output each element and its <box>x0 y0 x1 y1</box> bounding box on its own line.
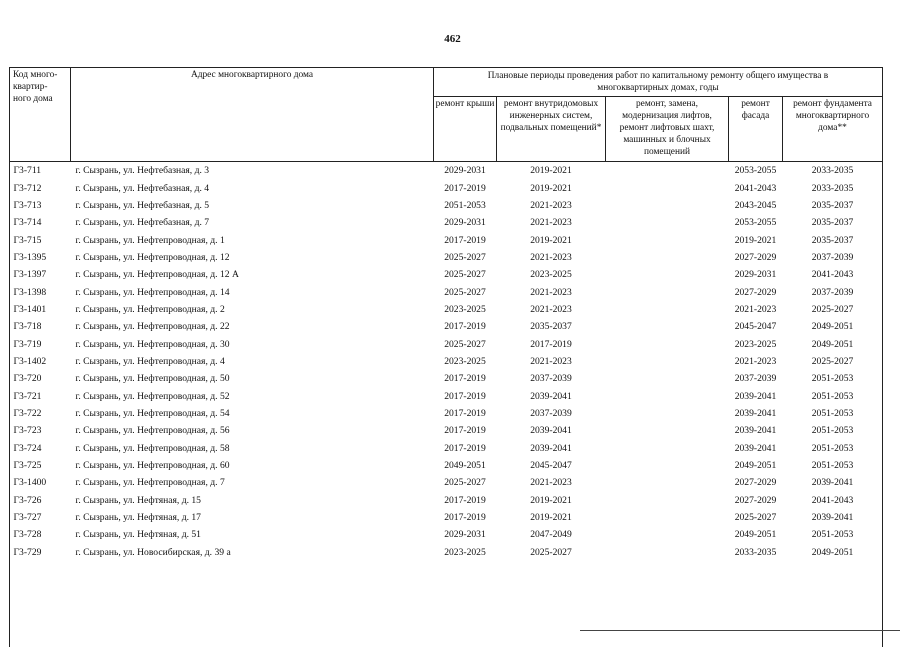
cell-lifts <box>606 387 729 404</box>
cell-roof: 2029-2031 <box>444 529 486 541</box>
cell-code: Г3-712 <box>13 182 42 194</box>
cell-foundation: 2039-2041 <box>811 512 854 524</box>
cell-lifts <box>606 457 729 474</box>
cell-roof: 2029-2031 <box>444 165 486 177</box>
cell-facade: 2021-2023 <box>734 355 777 367</box>
cell-lifts <box>606 214 729 231</box>
cell-code: Г3-711 <box>13 165 42 177</box>
cell-internal: 2039-2041 <box>530 442 572 454</box>
cell-lifts <box>606 492 729 509</box>
table-row <box>10 301 883 318</box>
cell-facade: 2053-2055 <box>734 217 777 229</box>
cell-lifts <box>606 405 729 422</box>
cell-internal: 2035-2037 <box>530 321 572 333</box>
cell-code: Г3-719 <box>13 338 42 350</box>
cell-facade: 2029-2031 <box>734 269 777 281</box>
cell-lifts <box>606 197 729 214</box>
cell-internal: 2019-2021 <box>530 512 572 524</box>
cell-internal: 2021-2023 <box>530 251 572 263</box>
header-periods: Плановые периоды проведения работ по капитальному ремонту общего имущества в многоквартирных домах, годы <box>434 68 883 97</box>
cell-lifts <box>606 526 729 543</box>
table-row <box>10 422 883 439</box>
table-row <box>10 387 883 404</box>
cell-facade: 2053-2055 <box>734 165 777 177</box>
cell-foundation: 2025-2027 <box>811 355 854 367</box>
cell-lifts <box>606 162 729 180</box>
cell-code: Г3-725 <box>13 460 42 472</box>
cell-roof: 2017-2019 <box>444 390 486 402</box>
cell-internal: 2039-2041 <box>530 390 572 402</box>
cell-facade: 2043-2045 <box>734 199 777 211</box>
table-row <box>10 283 883 300</box>
cell-code: Г3-721 <box>13 390 42 402</box>
table-row <box>10 544 883 561</box>
cell-address: г. Сызрань, ул. Нефтепроводная, д. 7 <box>75 477 225 489</box>
cell-facade: 2033-2035 <box>734 546 777 558</box>
cell-roof: 2051-2053 <box>444 199 486 211</box>
cell-roof: 2017-2019 <box>444 494 486 506</box>
cell-roof: 2023-2025 <box>444 546 486 558</box>
cell-code: Г3-720 <box>13 373 42 385</box>
table-row <box>10 266 883 283</box>
cell-lifts <box>606 283 729 300</box>
cell-lifts <box>606 231 729 248</box>
cell-address: г. Сызрань, ул. Нефтебазная, д. 5 <box>75 199 210 211</box>
cell-roof: 2025-2027 <box>444 286 486 298</box>
cell-foundation: 2033-2035 <box>811 182 854 194</box>
cell-internal: 2023-2025 <box>530 269 572 281</box>
cell-foundation: 2051-2053 <box>811 442 854 454</box>
cell-code: Г3-1401 <box>13 303 47 315</box>
cell-roof: 2017-2019 <box>444 512 486 524</box>
cell-lifts <box>606 335 729 352</box>
cell-foundation: 2051-2053 <box>811 407 854 419</box>
cell-facade: 2039-2041 <box>734 442 777 454</box>
cell-address: г. Сызрань, ул. Нефтепроводная, д. 12 <box>75 251 230 263</box>
cell-internal: 2021-2023 <box>530 217 572 229</box>
cell-lifts <box>606 370 729 387</box>
cell-foundation: 2051-2053 <box>811 390 854 402</box>
cell-lifts <box>606 544 729 561</box>
cell-roof: 2025-2027 <box>444 269 486 281</box>
cell-internal: 2019-2021 <box>530 494 572 506</box>
cell-address: г. Сызрань, ул. Нефтепроводная, д. 22 <box>75 321 230 333</box>
cell-foundation: 2051-2053 <box>811 373 854 385</box>
cell-address: г. Сызрань, ул. Нефтепроводная, д. 52 <box>75 390 230 402</box>
cell-internal: 2047-2049 <box>530 529 572 541</box>
cell-foundation: 2037-2039 <box>811 251 854 263</box>
cell-roof: 2017-2019 <box>444 234 486 246</box>
cell-internal: 2019-2021 <box>530 234 572 246</box>
cell-roof: 2017-2019 <box>444 373 486 385</box>
cell-foundation: 2035-2037 <box>811 234 854 246</box>
cell-internal: 2017-2019 <box>530 338 572 350</box>
header-roof: ремонт крыши <box>434 97 497 162</box>
table-row <box>10 197 883 214</box>
cell-code: Г3-1397 <box>13 269 47 281</box>
capital-repair-table <box>9 67 883 561</box>
cell-foundation: 2033-2035 <box>811 165 854 177</box>
cell-roof: 2025-2027 <box>444 338 486 350</box>
cell-lifts <box>606 509 729 526</box>
header-address: Адрес многоквартирного дома <box>71 68 434 162</box>
cell-foundation: 2049-2051 <box>811 546 854 558</box>
cell-foundation: 2035-2037 <box>811 199 854 211</box>
cell-facade: 2027-2029 <box>734 477 777 489</box>
cell-code: Г3-1402 <box>13 355 47 367</box>
cell-facade: 2049-2051 <box>734 529 777 541</box>
cell-lifts <box>606 249 729 266</box>
cell-facade: 2027-2029 <box>734 286 777 298</box>
cell-address: г. Сызрань, ул. Нефтебазная, д. 4 <box>75 182 210 194</box>
cell-internal: 2021-2023 <box>530 199 572 211</box>
header-lifts: ремонт, замена, модернизация лифтов, ремонт лифтовых шахт, машинных и блочных помещений <box>606 97 729 162</box>
cell-code: Г3-1398 <box>13 286 47 298</box>
cell-code: Г3-726 <box>13 494 42 506</box>
cell-address: г. Сызрань, ул. Нефтепроводная, д. 58 <box>75 442 230 454</box>
table-row <box>10 179 883 196</box>
cell-foundation: 2025-2027 <box>811 303 854 315</box>
cell-internal: 2021-2023 <box>530 286 572 298</box>
cell-foundation: 2041-2043 <box>811 269 854 281</box>
cell-code: Г3-728 <box>13 529 42 541</box>
cell-foundation: 2049-2051 <box>811 338 854 350</box>
cell-address: г. Сызрань, ул. Нефтепроводная, д. 60 <box>75 460 230 472</box>
cell-roof: 2029-2031 <box>444 217 486 229</box>
cell-internal: 2045-2047 <box>530 460 572 472</box>
cell-roof: 2017-2019 <box>444 442 486 454</box>
cell-internal: 2039-2041 <box>530 425 572 437</box>
cell-address: г. Сызрань, ул. Нефтепроводная, д. 56 <box>75 425 230 437</box>
cell-address: г. Сызрань, ул. Нефтепроводная, д. 54 <box>75 407 230 419</box>
cell-roof: 2023-2025 <box>444 303 486 315</box>
header-facade: ремонт фасада <box>729 97 783 162</box>
cell-lifts <box>606 353 729 370</box>
table-row <box>10 370 883 387</box>
cell-internal: 2019-2021 <box>530 165 572 177</box>
cell-internal: 2037-2039 <box>530 373 572 385</box>
table-row <box>10 440 883 457</box>
cell-address: г. Сызрань, ул. Нефтепроводная, д. 14 <box>75 286 230 298</box>
header-foundation: ремонт фундамента многоквартирного дома** <box>783 97 883 162</box>
table-row <box>10 318 883 335</box>
cell-foundation: 2037-2039 <box>811 286 854 298</box>
cell-facade: 2023-2025 <box>734 338 777 350</box>
cell-code: Г3-713 <box>13 199 42 211</box>
cell-internal: 2021-2023 <box>530 477 572 489</box>
cell-facade: 2021-2023 <box>734 303 777 315</box>
cell-facade: 2025-2027 <box>734 512 777 524</box>
cell-facade: 2039-2041 <box>734 407 777 419</box>
bottom-rule <box>580 630 900 631</box>
cell-foundation: 2035-2037 <box>811 217 854 229</box>
cell-foundation: 2051-2053 <box>811 425 854 437</box>
cell-lifts <box>606 266 729 283</box>
table-row <box>10 353 883 370</box>
cell-roof: 2017-2019 <box>444 182 486 194</box>
cell-code: Г3-724 <box>13 442 42 454</box>
cell-lifts <box>606 474 729 491</box>
cell-facade: 2041-2043 <box>734 182 777 194</box>
cell-code: Г3-723 <box>13 425 42 437</box>
cell-foundation: 2051-2053 <box>811 529 854 541</box>
cell-foundation: 2039-2041 <box>811 477 854 489</box>
cell-facade: 2027-2029 <box>734 494 777 506</box>
cell-roof: 2017-2019 <box>444 425 486 437</box>
table-row <box>10 335 883 352</box>
cell-address: г. Сызрань, ул. Новосибирская, д. 39 а <box>75 546 231 558</box>
cell-foundation: 2049-2051 <box>811 321 854 333</box>
cell-roof: 2025-2027 <box>444 477 486 489</box>
cell-foundation: 2041-2043 <box>811 494 854 506</box>
cell-facade: 2039-2041 <box>734 390 777 402</box>
cell-code: Г3-729 <box>13 546 42 558</box>
table-row <box>10 474 883 491</box>
cell-code: Г3-715 <box>13 234 42 246</box>
cell-address: г. Сызрань, ул. Нефтяная, д. 51 <box>75 529 201 541</box>
cell-code: Г3-727 <box>13 512 42 524</box>
cell-roof: 2025-2027 <box>444 251 486 263</box>
cell-address: г. Сызрань, ул. Нефтепроводная, д. 30 <box>75 338 230 350</box>
cell-roof: 2017-2019 <box>444 321 486 333</box>
table-row <box>10 405 883 422</box>
cell-code: Г3-718 <box>13 321 42 333</box>
cell-address: г. Сызрань, ул. Нефтяная, д. 17 <box>75 512 201 524</box>
cell-address: г. Сызрань, ул. Нефтепроводная, д. 2 <box>75 303 225 315</box>
cell-code: Г3-1395 <box>13 251 47 263</box>
cell-address: г. Сызрань, ул. Нефтепроводная, д. 12 А <box>75 269 239 281</box>
cell-address: г. Сызрань, ул. Нефтепроводная, д. 4 <box>75 355 225 367</box>
page-number: 462 <box>444 33 461 45</box>
header-internal: ремонт внутридомовых инженерных систем, подвальных помещений* <box>497 97 606 162</box>
cell-lifts <box>606 422 729 439</box>
cell-address: г. Сызрань, ул. Нефтепроводная, д. 1 <box>75 234 225 246</box>
header-code: Код много- квартир- ного дома <box>10 68 71 162</box>
table-row <box>10 214 883 231</box>
table-body <box>10 162 883 561</box>
cell-internal: 2019-2021 <box>530 182 572 194</box>
cell-address: г. Сызрань, ул. Нефтяная, д. 15 <box>75 494 201 506</box>
cell-lifts <box>606 179 729 196</box>
cell-roof: 2017-2019 <box>444 407 486 419</box>
cell-address: г. Сызрань, ул. Нефтепроводная, д. 50 <box>75 373 230 385</box>
cell-roof: 2049-2051 <box>444 460 486 472</box>
cell-lifts <box>606 440 729 457</box>
table-row <box>10 509 883 526</box>
table-row <box>10 526 883 543</box>
cell-internal: 2021-2023 <box>530 355 572 367</box>
cell-internal: 2021-2023 <box>530 303 572 315</box>
cell-lifts <box>606 318 729 335</box>
cell-facade: 2049-2051 <box>734 460 777 472</box>
cell-facade: 2045-2047 <box>734 321 777 333</box>
cell-facade: 2037-2039 <box>734 373 777 385</box>
cell-foundation: 2051-2053 <box>811 460 854 472</box>
cell-code: Г3-722 <box>13 407 42 419</box>
cell-roof: 2023-2025 <box>444 355 486 367</box>
table-row <box>10 231 883 248</box>
cell-address: г. Сызрань, ул. Нефтебазная, д. 7 <box>75 217 210 229</box>
cell-facade: 2019-2021 <box>734 234 777 246</box>
table-row <box>10 162 883 180</box>
table-header <box>10 68 883 162</box>
cell-facade: 2027-2029 <box>734 251 777 263</box>
cell-internal: 2037-2039 <box>530 407 572 419</box>
cell-code: Г3-714 <box>13 217 42 229</box>
table-row <box>10 457 883 474</box>
cell-internal: 2025-2027 <box>530 546 572 558</box>
cell-facade: 2039-2041 <box>734 425 777 437</box>
table-row <box>10 492 883 509</box>
cell-code: Г3-1400 <box>13 477 47 489</box>
cell-address: г. Сызрань, ул. Нефтебазная, д. 3 <box>75 165 210 177</box>
table-row <box>10 249 883 266</box>
cell-lifts <box>606 301 729 318</box>
